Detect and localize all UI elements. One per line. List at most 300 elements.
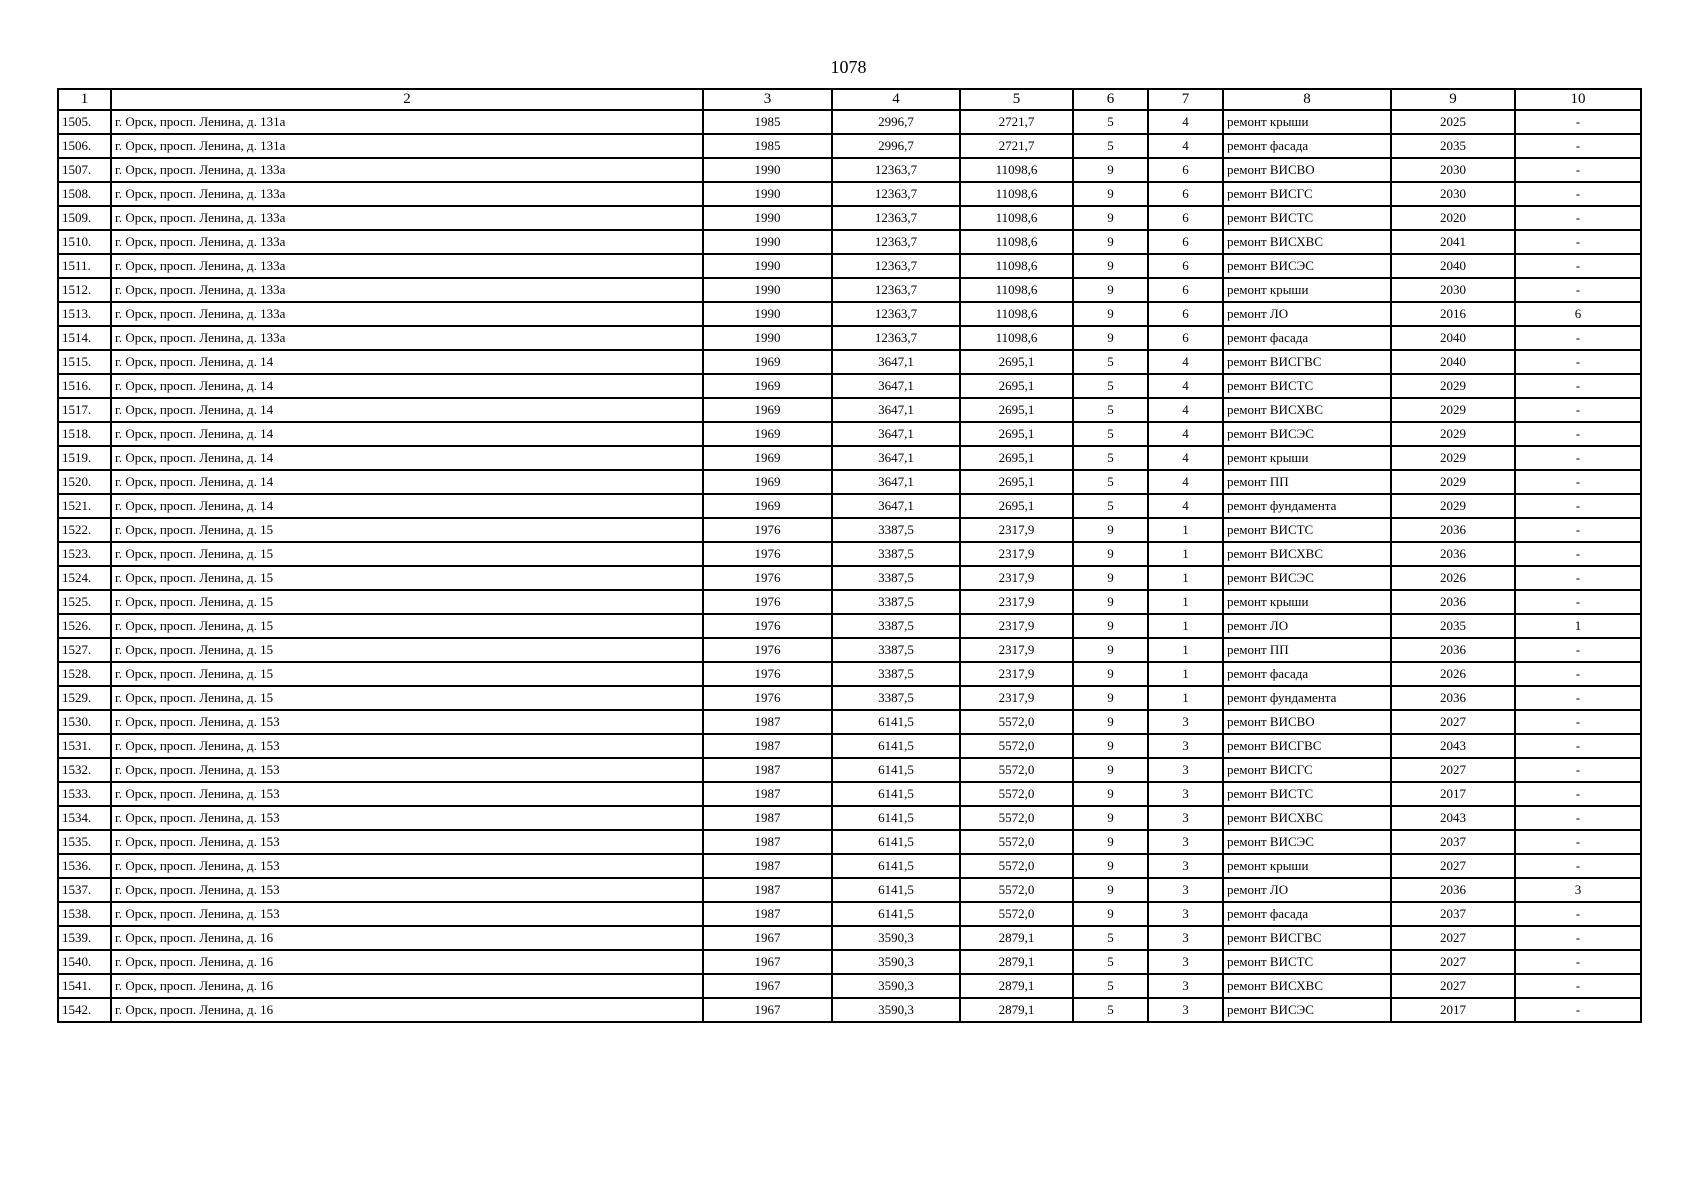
cell-address: г. Орск, просп. Ленина, д. 14	[111, 446, 703, 470]
cell-row-number: 1535.	[58, 830, 111, 854]
cell-extra-value: -	[1515, 542, 1641, 566]
cell-planned-year: 2037	[1391, 830, 1515, 854]
cell-extra-value: 3	[1515, 878, 1641, 902]
cell-entrances: 4	[1148, 398, 1223, 422]
cell-floors: 5	[1073, 950, 1148, 974]
cell-row-number: 1540.	[58, 950, 111, 974]
column-header-8: 8	[1223, 89, 1391, 110]
cell-address: г. Орск, просп. Ленина, д. 16	[111, 926, 703, 950]
cell-work-type: ремонт крыши	[1223, 854, 1391, 878]
cell-work-type: ремонт ВИСХВС	[1223, 974, 1391, 998]
cell-floors: 9	[1073, 206, 1148, 230]
cell-row-number: 1524.	[58, 566, 111, 590]
table-row	[58, 374, 1641, 398]
cell-floors: 5	[1073, 110, 1148, 134]
cell-total-area: 3647,1	[832, 374, 960, 398]
cell-planned-year: 2041	[1391, 230, 1515, 254]
cell-entrances: 1	[1148, 638, 1223, 662]
table-row	[58, 830, 1641, 854]
cell-floors: 5	[1073, 926, 1148, 950]
cell-floors: 5	[1073, 446, 1148, 470]
cell-total-area: 3387,5	[832, 566, 960, 590]
cell-planned-year: 2036	[1391, 542, 1515, 566]
table-row	[58, 566, 1641, 590]
cell-work-type: ремонт ВИСЭС	[1223, 998, 1391, 1022]
table-row	[58, 470, 1641, 494]
cell-address: г. Орск, просп. Ленина, д. 131а	[111, 134, 703, 158]
cell-living-area: 2695,1	[960, 446, 1073, 470]
repair-schedule-table	[57, 88, 1642, 1023]
cell-row-number: 1536.	[58, 854, 111, 878]
cell-living-area: 11098,6	[960, 230, 1073, 254]
cell-address: г. Орск, просп. Ленина, д. 15	[111, 590, 703, 614]
cell-extra-value: -	[1515, 590, 1641, 614]
cell-build-year: 1969	[703, 398, 832, 422]
cell-planned-year: 2035	[1391, 614, 1515, 638]
cell-address: г. Орск, просп. Ленина, д. 131а	[111, 110, 703, 134]
cell-living-area: 2317,9	[960, 638, 1073, 662]
cell-build-year: 1976	[703, 590, 832, 614]
cell-total-area: 3387,5	[832, 638, 960, 662]
cell-row-number: 1533.	[58, 782, 111, 806]
cell-living-area: 2695,1	[960, 350, 1073, 374]
cell-work-type: ремонт ВИСГС	[1223, 758, 1391, 782]
table-row	[58, 878, 1641, 902]
cell-total-area: 3647,1	[832, 350, 960, 374]
table-row	[58, 854, 1641, 878]
cell-planned-year: 2036	[1391, 878, 1515, 902]
table-row	[58, 590, 1641, 614]
cell-work-type: ремонт ВИСГС	[1223, 182, 1391, 206]
cell-build-year: 1985	[703, 110, 832, 134]
cell-living-area: 2695,1	[960, 398, 1073, 422]
cell-living-area: 2317,9	[960, 686, 1073, 710]
cell-address: г. Орск, просп. Ленина, д. 153	[111, 734, 703, 758]
cell-floors: 9	[1073, 542, 1148, 566]
cell-planned-year: 2040	[1391, 350, 1515, 374]
cell-build-year: 1987	[703, 806, 832, 830]
cell-build-year: 1976	[703, 542, 832, 566]
cell-work-type: ремонт ВИСХВС	[1223, 398, 1391, 422]
cell-planned-year: 2030	[1391, 278, 1515, 302]
cell-entrances: 6	[1148, 278, 1223, 302]
cell-address: г. Орск, просп. Ленина, д. 16	[111, 950, 703, 974]
cell-row-number: 1526.	[58, 614, 111, 638]
cell-floors: 9	[1073, 230, 1148, 254]
cell-build-year: 1987	[703, 758, 832, 782]
cell-address: г. Орск, просп. Ленина, д. 14	[111, 470, 703, 494]
cell-row-number: 1517.	[58, 398, 111, 422]
cell-build-year: 1987	[703, 710, 832, 734]
cell-address: г. Орск, просп. Ленина, д. 133а	[111, 326, 703, 350]
cell-total-area: 12363,7	[832, 230, 960, 254]
cell-extra-value: -	[1515, 566, 1641, 590]
cell-build-year: 1969	[703, 422, 832, 446]
cell-work-type: ремонт ВИСТС	[1223, 518, 1391, 542]
cell-address: г. Орск, просп. Ленина, д. 14	[111, 374, 703, 398]
cell-planned-year: 2026	[1391, 566, 1515, 590]
cell-total-area: 3590,3	[832, 998, 960, 1022]
cell-floors: 9	[1073, 686, 1148, 710]
cell-floors: 9	[1073, 806, 1148, 830]
cell-planned-year: 2017	[1391, 998, 1515, 1022]
cell-extra-value: -	[1515, 350, 1641, 374]
cell-work-type: ремонт ВИСЭС	[1223, 830, 1391, 854]
cell-living-area: 2317,9	[960, 614, 1073, 638]
cell-row-number: 1508.	[58, 182, 111, 206]
cell-work-type: ремонт ВИСХВС	[1223, 230, 1391, 254]
cell-planned-year: 2029	[1391, 494, 1515, 518]
cell-entrances: 1	[1148, 662, 1223, 686]
cell-planned-year: 2027	[1391, 950, 1515, 974]
cell-total-area: 6141,5	[832, 854, 960, 878]
cell-living-area: 5572,0	[960, 902, 1073, 926]
cell-floors: 9	[1073, 854, 1148, 878]
cell-build-year: 1990	[703, 278, 832, 302]
table-row	[58, 686, 1641, 710]
cell-row-number: 1523.	[58, 542, 111, 566]
cell-build-year: 1969	[703, 350, 832, 374]
cell-work-type: ремонт ВИСГВС	[1223, 734, 1391, 758]
cell-row-number: 1531.	[58, 734, 111, 758]
cell-address: г. Орск, просп. Ленина, д. 15	[111, 614, 703, 638]
cell-planned-year: 2029	[1391, 398, 1515, 422]
cell-entrances: 1	[1148, 590, 1223, 614]
cell-entrances: 3	[1148, 950, 1223, 974]
column-header-7: 7	[1148, 89, 1223, 110]
table-row	[58, 230, 1641, 254]
cell-work-type: ремонт ВИСТС	[1223, 374, 1391, 398]
cell-build-year: 1976	[703, 662, 832, 686]
table-row	[58, 998, 1641, 1022]
cell-total-area: 6141,5	[832, 782, 960, 806]
table-row	[58, 950, 1641, 974]
cell-living-area: 2879,1	[960, 950, 1073, 974]
cell-total-area: 3387,5	[832, 686, 960, 710]
cell-entrances: 3	[1148, 806, 1223, 830]
cell-planned-year: 2036	[1391, 518, 1515, 542]
column-header-1: 1	[58, 89, 111, 110]
cell-row-number: 1512.	[58, 278, 111, 302]
table-row	[58, 326, 1641, 350]
cell-entrances: 3	[1148, 734, 1223, 758]
cell-living-area: 11098,6	[960, 254, 1073, 278]
cell-total-area: 12363,7	[832, 326, 960, 350]
cell-extra-value: 1	[1515, 614, 1641, 638]
cell-build-year: 1976	[703, 566, 832, 590]
cell-extra-value: -	[1515, 782, 1641, 806]
cell-floors: 5	[1073, 374, 1148, 398]
cell-work-type: ремонт крыши	[1223, 446, 1391, 470]
cell-living-area: 11098,6	[960, 182, 1073, 206]
cell-floors: 9	[1073, 734, 1148, 758]
cell-build-year: 1967	[703, 950, 832, 974]
cell-work-type: ремонт ЛО	[1223, 614, 1391, 638]
cell-total-area: 3647,1	[832, 494, 960, 518]
cell-living-area: 11098,6	[960, 278, 1073, 302]
table-row	[58, 542, 1641, 566]
cell-living-area: 5572,0	[960, 830, 1073, 854]
cell-total-area: 2996,7	[832, 110, 960, 134]
cell-address: г. Орск, просп. Ленина, д. 153	[111, 902, 703, 926]
table-row	[58, 782, 1641, 806]
cell-build-year: 1967	[703, 998, 832, 1022]
cell-address: г. Орск, просп. Ленина, д. 15	[111, 518, 703, 542]
cell-address: г. Орск, просп. Ленина, д. 15	[111, 542, 703, 566]
cell-entrances: 6	[1148, 254, 1223, 278]
cell-build-year: 1987	[703, 878, 832, 902]
cell-build-year: 1990	[703, 182, 832, 206]
cell-floors: 9	[1073, 782, 1148, 806]
cell-living-area: 5572,0	[960, 806, 1073, 830]
cell-work-type: ремонт фасада	[1223, 902, 1391, 926]
cell-work-type: ремонт ЛО	[1223, 878, 1391, 902]
cell-planned-year: 2040	[1391, 254, 1515, 278]
cell-extra-value: -	[1515, 734, 1641, 758]
cell-entrances: 3	[1148, 998, 1223, 1022]
cell-row-number: 1507.	[58, 158, 111, 182]
cell-extra-value: -	[1515, 230, 1641, 254]
table-row	[58, 278, 1641, 302]
table-row	[58, 446, 1641, 470]
cell-work-type: ремонт ВИСЭС	[1223, 422, 1391, 446]
cell-total-area: 6141,5	[832, 878, 960, 902]
table-row	[58, 350, 1641, 374]
cell-work-type: ремонт ВИСВО	[1223, 710, 1391, 734]
cell-living-area: 5572,0	[960, 854, 1073, 878]
cell-living-area: 11098,6	[960, 326, 1073, 350]
cell-work-type: ремонт фасада	[1223, 662, 1391, 686]
cell-address: г. Орск, просп. Ленина, д. 133а	[111, 278, 703, 302]
cell-work-type: ремонт ВИСТС	[1223, 950, 1391, 974]
cell-build-year: 1987	[703, 902, 832, 926]
cell-living-area: 5572,0	[960, 710, 1073, 734]
cell-row-number: 1525.	[58, 590, 111, 614]
cell-build-year: 1987	[703, 854, 832, 878]
cell-living-area: 2879,1	[960, 926, 1073, 950]
cell-entrances: 4	[1148, 134, 1223, 158]
cell-planned-year: 2035	[1391, 134, 1515, 158]
cell-address: г. Орск, просп. Ленина, д. 14	[111, 350, 703, 374]
cell-planned-year: 2043	[1391, 734, 1515, 758]
cell-work-type: ремонт ВИСХВС	[1223, 806, 1391, 830]
cell-floors: 9	[1073, 566, 1148, 590]
cell-extra-value: -	[1515, 686, 1641, 710]
cell-living-area: 2695,1	[960, 494, 1073, 518]
cell-living-area: 2721,7	[960, 134, 1073, 158]
cell-work-type: ремонт ПП	[1223, 638, 1391, 662]
cell-total-area: 3590,3	[832, 950, 960, 974]
cell-extra-value: -	[1515, 758, 1641, 782]
page-number: 1078	[830, 57, 867, 77]
cell-work-type: ремонт ЛО	[1223, 302, 1391, 326]
cell-floors: 5	[1073, 998, 1148, 1022]
cell-row-number: 1518.	[58, 422, 111, 446]
cell-planned-year: 2037	[1391, 902, 1515, 926]
cell-floors: 5	[1073, 398, 1148, 422]
cell-total-area: 3387,5	[832, 590, 960, 614]
table-row	[58, 734, 1641, 758]
cell-living-area: 2317,9	[960, 590, 1073, 614]
cell-address: г. Орск, просп. Ленина, д. 16	[111, 998, 703, 1022]
cell-address: г. Орск, просп. Ленина, д. 153	[111, 878, 703, 902]
cell-extra-value: -	[1515, 134, 1641, 158]
cell-entrances: 1	[1148, 542, 1223, 566]
column-header-5: 5	[960, 89, 1073, 110]
cell-planned-year: 2016	[1391, 302, 1515, 326]
cell-total-area: 6141,5	[832, 758, 960, 782]
cell-work-type: ремонт ВИСВО	[1223, 158, 1391, 182]
cell-planned-year: 2027	[1391, 854, 1515, 878]
cell-extra-value: -	[1515, 638, 1641, 662]
cell-address: г. Орск, просп. Ленина, д. 15	[111, 638, 703, 662]
cell-extra-value: -	[1515, 326, 1641, 350]
cell-entrances: 3	[1148, 854, 1223, 878]
cell-row-number: 1519.	[58, 446, 111, 470]
cell-extra-value: -	[1515, 182, 1641, 206]
cell-address: г. Орск, просп. Ленина, д. 133а	[111, 206, 703, 230]
cell-row-number: 1530.	[58, 710, 111, 734]
cell-work-type: ремонт ВИСГВС	[1223, 926, 1391, 950]
cell-entrances: 3	[1148, 974, 1223, 998]
cell-entrances: 6	[1148, 158, 1223, 182]
cell-work-type: ремонт крыши	[1223, 110, 1391, 134]
cell-extra-value: -	[1515, 926, 1641, 950]
cell-entrances: 1	[1148, 566, 1223, 590]
cell-planned-year: 2036	[1391, 638, 1515, 662]
table-row	[58, 974, 1641, 998]
cell-row-number: 1509.	[58, 206, 111, 230]
table-header-row	[58, 89, 1641, 110]
cell-address: г. Орск, просп. Ленина, д. 133а	[111, 254, 703, 278]
cell-floors: 9	[1073, 182, 1148, 206]
cell-living-area: 11098,6	[960, 302, 1073, 326]
cell-floors: 9	[1073, 758, 1148, 782]
cell-entrances: 4	[1148, 350, 1223, 374]
cell-address: г. Орск, просп. Ленина, д. 15	[111, 686, 703, 710]
cell-address: г. Орск, просп. Ленина, д. 15	[111, 662, 703, 686]
cell-build-year: 1990	[703, 206, 832, 230]
cell-floors: 9	[1073, 710, 1148, 734]
cell-extra-value: -	[1515, 374, 1641, 398]
cell-address: г. Орск, просп. Ленина, д. 133а	[111, 158, 703, 182]
cell-work-type: ремонт ВИСЭС	[1223, 254, 1391, 278]
cell-total-area: 12363,7	[832, 206, 960, 230]
cell-entrances: 4	[1148, 374, 1223, 398]
cell-address: г. Орск, просп. Ленина, д. 14	[111, 422, 703, 446]
cell-floors: 9	[1073, 158, 1148, 182]
cell-address: г. Орск, просп. Ленина, д. 153	[111, 782, 703, 806]
column-header-4: 4	[832, 89, 960, 110]
cell-planned-year: 2040	[1391, 326, 1515, 350]
cell-living-area: 2695,1	[960, 374, 1073, 398]
table-row	[58, 206, 1641, 230]
cell-total-area: 3647,1	[832, 470, 960, 494]
cell-build-year: 1976	[703, 518, 832, 542]
cell-floors: 5	[1073, 494, 1148, 518]
cell-extra-value: -	[1515, 662, 1641, 686]
cell-planned-year: 2027	[1391, 974, 1515, 998]
column-header-9: 9	[1391, 89, 1515, 110]
cell-living-area: 5572,0	[960, 758, 1073, 782]
cell-planned-year: 2029	[1391, 446, 1515, 470]
cell-address: г. Орск, просп. Ленина, д. 153	[111, 854, 703, 878]
cell-total-area: 6141,5	[832, 710, 960, 734]
cell-total-area: 3647,1	[832, 446, 960, 470]
cell-planned-year: 2017	[1391, 782, 1515, 806]
cell-entrances: 3	[1148, 758, 1223, 782]
cell-extra-value: -	[1515, 902, 1641, 926]
cell-total-area: 3647,1	[832, 422, 960, 446]
cell-work-type: ремонт фасада	[1223, 134, 1391, 158]
cell-extra-value: -	[1515, 254, 1641, 278]
cell-extra-value: -	[1515, 854, 1641, 878]
cell-entrances: 3	[1148, 902, 1223, 926]
cell-total-area: 6141,5	[832, 830, 960, 854]
cell-row-number: 1542.	[58, 998, 111, 1022]
table-body	[58, 110, 1641, 1022]
cell-floors: 9	[1073, 878, 1148, 902]
cell-work-type: ремонт крыши	[1223, 590, 1391, 614]
cell-address: г. Орск, просп. Ленина, д. 153	[111, 806, 703, 830]
cell-floors: 9	[1073, 518, 1148, 542]
table-row	[58, 398, 1641, 422]
cell-planned-year: 2030	[1391, 158, 1515, 182]
cell-build-year: 1969	[703, 446, 832, 470]
cell-extra-value: -	[1515, 710, 1641, 734]
cell-work-type: ремонт крыши	[1223, 278, 1391, 302]
cell-floors: 5	[1073, 974, 1148, 998]
table-row	[58, 302, 1641, 326]
cell-row-number: 1538.	[58, 902, 111, 926]
cell-living-area: 2695,1	[960, 470, 1073, 494]
table-row	[58, 926, 1641, 950]
cell-living-area: 2317,9	[960, 662, 1073, 686]
cell-build-year: 1985	[703, 134, 832, 158]
cell-total-area: 3387,5	[832, 542, 960, 566]
cell-extra-value: -	[1515, 830, 1641, 854]
cell-extra-value: 6	[1515, 302, 1641, 326]
table-row	[58, 614, 1641, 638]
cell-row-number: 1537.	[58, 878, 111, 902]
cell-total-area: 3387,5	[832, 662, 960, 686]
table-row	[58, 806, 1641, 830]
cell-extra-value: -	[1515, 398, 1641, 422]
cell-extra-value: -	[1515, 422, 1641, 446]
cell-work-type: ремонт фундамента	[1223, 494, 1391, 518]
cell-planned-year: 2027	[1391, 926, 1515, 950]
cell-address: г. Орск, просп. Ленина, д. 15	[111, 566, 703, 590]
cell-entrances: 3	[1148, 830, 1223, 854]
cell-floors: 9	[1073, 278, 1148, 302]
cell-address: г. Орск, просп. Ленина, д. 133а	[111, 302, 703, 326]
cell-extra-value: -	[1515, 974, 1641, 998]
cell-row-number: 1505.	[58, 110, 111, 134]
cell-floors: 5	[1073, 470, 1148, 494]
cell-work-type: ремонт ВИСГВС	[1223, 350, 1391, 374]
cell-row-number: 1514.	[58, 326, 111, 350]
cell-build-year: 1990	[703, 158, 832, 182]
cell-planned-year: 2036	[1391, 590, 1515, 614]
cell-row-number: 1539.	[58, 926, 111, 950]
cell-planned-year: 2030	[1391, 182, 1515, 206]
cell-living-area: 5572,0	[960, 734, 1073, 758]
cell-entrances: 4	[1148, 446, 1223, 470]
cell-build-year: 1987	[703, 782, 832, 806]
cell-entrances: 4	[1148, 494, 1223, 518]
cell-living-area: 11098,6	[960, 206, 1073, 230]
cell-work-type: ремонт ВИСХВС	[1223, 542, 1391, 566]
